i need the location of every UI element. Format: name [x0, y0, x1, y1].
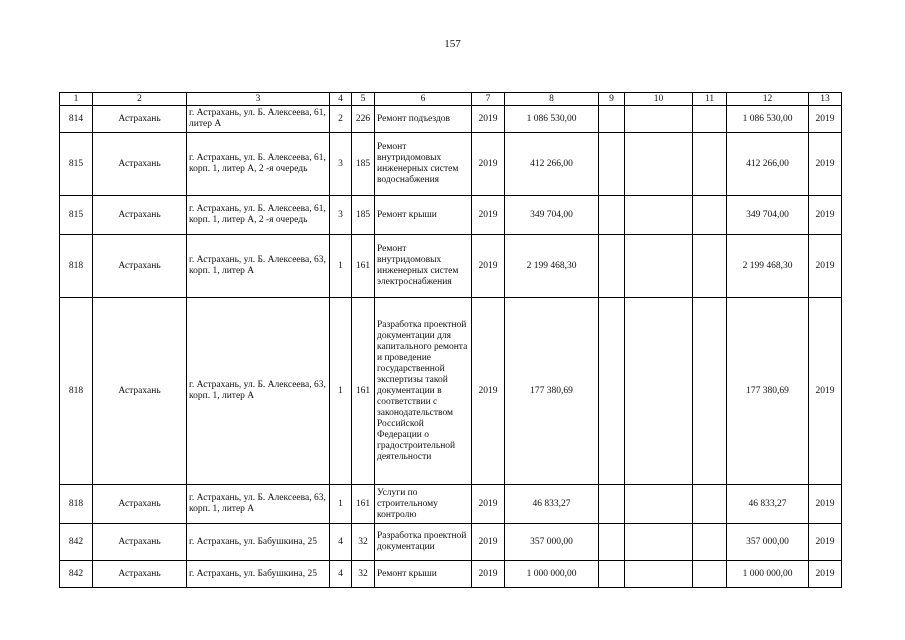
address-cell: г. Астрахань, ул. Б. Алексеева, 63, корп. 1, литер А — [187, 485, 330, 524]
amount-cell: 412 266,00 — [505, 133, 599, 196]
end-year-cell: 2019 — [809, 298, 842, 485]
column-header: 10 — [625, 93, 693, 106]
address-cell: г. Астрахань, ул. Бабушкина, 25 — [187, 561, 330, 588]
col5-cell: 32 — [352, 561, 375, 588]
total-cell: 357 000,00 — [727, 524, 809, 561]
col9-cell — [599, 106, 625, 133]
col11-cell — [693, 485, 727, 524]
table-row — [60, 561, 842, 588]
table-row — [60, 235, 842, 298]
work-type-cell: Разработка проектной документации — [375, 524, 472, 561]
end-year-cell: 2019 — [809, 196, 842, 235]
column-header: 5 — [352, 93, 375, 106]
col5-cell: 185 — [352, 133, 375, 196]
total-cell: 349 704,00 — [727, 196, 809, 235]
column-header: 9 — [599, 93, 625, 106]
column-header: 11 — [693, 93, 727, 106]
table-row — [60, 524, 842, 561]
year-cell: 2019 — [472, 524, 505, 561]
city-cell: Астрахань — [93, 485, 187, 524]
col10-cell — [625, 298, 693, 485]
city-cell: Астрахань — [93, 524, 187, 561]
address-cell: г. Астрахань, ул. Б. Алексеева, 63, корп. 1, литер А — [187, 235, 330, 298]
end-year-cell: 2019 — [809, 133, 842, 196]
col11-cell — [693, 235, 727, 298]
col4-cell: 4 — [330, 561, 352, 588]
col9-cell — [599, 298, 625, 485]
col11-cell — [693, 298, 727, 485]
amount-cell: 177 380,69 — [505, 298, 599, 485]
work-type-cell: Ремонт крыши — [375, 561, 472, 588]
column-header: 7 — [472, 93, 505, 106]
total-cell: 46 833,27 — [727, 485, 809, 524]
end-year-cell: 2019 — [809, 106, 842, 133]
table-body — [60, 93, 842, 588]
col9-cell — [599, 524, 625, 561]
capital-repair-table — [59, 92, 842, 588]
col10-cell — [625, 106, 693, 133]
column-header: 6 — [375, 93, 472, 106]
col5-cell: 185 — [352, 196, 375, 235]
row-number-cell: 815 — [60, 133, 93, 196]
year-cell: 2019 — [472, 298, 505, 485]
year-cell: 2019 — [472, 561, 505, 588]
page-number: 157 — [444, 38, 461, 50]
year-cell: 2019 — [472, 106, 505, 133]
amount-cell: 46 833,27 — [505, 485, 599, 524]
col9-cell — [599, 235, 625, 298]
col10-cell — [625, 561, 693, 588]
end-year-cell: 2019 — [809, 485, 842, 524]
amount-cell: 349 704,00 — [505, 196, 599, 235]
year-cell: 2019 — [472, 485, 505, 524]
work-type-cell: Услуги по строительному контролю — [375, 485, 472, 524]
end-year-cell: 2019 — [809, 561, 842, 588]
amount-cell: 2 199 468,30 — [505, 235, 599, 298]
total-cell: 2 199 468,30 — [727, 235, 809, 298]
city-cell: Астрахань — [93, 196, 187, 235]
city-cell: Астрахань — [93, 106, 187, 133]
col11-cell — [693, 524, 727, 561]
amount-cell: 1 000 000,00 — [505, 561, 599, 588]
row-number-cell: 818 — [60, 235, 93, 298]
col5-cell: 161 — [352, 485, 375, 524]
row-number-cell: 842 — [60, 524, 93, 561]
col10-cell — [625, 196, 693, 235]
col5-cell: 161 — [352, 235, 375, 298]
col11-cell — [693, 133, 727, 196]
table-row — [60, 106, 842, 133]
col9-cell — [599, 485, 625, 524]
column-header: 2 — [93, 93, 187, 106]
year-cell: 2019 — [472, 196, 505, 235]
total-cell: 177 380,69 — [727, 298, 809, 485]
column-header: 12 — [727, 93, 809, 106]
table-row — [60, 196, 842, 235]
work-type-cell: Ремонт внутридомовых инженерных систем водоснабжения — [375, 133, 472, 196]
row-number-cell: 815 — [60, 196, 93, 235]
row-number-cell: 842 — [60, 561, 93, 588]
col5-cell: 32 — [352, 524, 375, 561]
column-number-header-row — [60, 93, 842, 106]
table-row — [60, 485, 842, 524]
address-cell: г. Астрахань, ул. Б. Алексеева, 61, корп. 1, литер А, 2 -я очередь — [187, 196, 330, 235]
col5-cell: 161 — [352, 298, 375, 485]
col10-cell — [625, 524, 693, 561]
col11-cell — [693, 106, 727, 133]
col5-cell: 226 — [352, 106, 375, 133]
column-header: 8 — [505, 93, 599, 106]
address-cell: г. Астрахань, ул. Бабушкина, 25 — [187, 524, 330, 561]
total-cell: 1 086 530,00 — [727, 106, 809, 133]
row-number-cell: 814 — [60, 106, 93, 133]
year-cell: 2019 — [472, 133, 505, 196]
address-cell: г. Астрахань, ул. Б. Алексеева, 63, корп. 1, литер А — [187, 298, 330, 485]
table-row — [60, 298, 842, 485]
end-year-cell: 2019 — [809, 524, 842, 561]
work-type-cell: Ремонт внутридомовых инженерных систем электроснабжения — [375, 235, 472, 298]
work-type-cell: Ремонт подъездов — [375, 106, 472, 133]
col4-cell: 3 — [330, 133, 352, 196]
col9-cell — [599, 196, 625, 235]
column-header: 1 — [60, 93, 93, 106]
column-header: 4 — [330, 93, 352, 106]
amount-cell: 357 000,00 — [505, 524, 599, 561]
col4-cell: 3 — [330, 196, 352, 235]
address-cell: г. Астрахань, ул. Б. Алексеева, 61, корп. 1, литер А, 2 -я очередь — [187, 133, 330, 196]
city-cell: Астрахань — [93, 561, 187, 588]
column-header: 3 — [187, 93, 330, 106]
col10-cell — [625, 485, 693, 524]
col4-cell: 1 — [330, 235, 352, 298]
col4-cell: 1 — [330, 298, 352, 485]
city-cell: Астрахань — [93, 133, 187, 196]
col10-cell — [625, 133, 693, 196]
amount-cell: 1 086 530,00 — [505, 106, 599, 133]
col9-cell — [599, 561, 625, 588]
col4-cell: 2 — [330, 106, 352, 133]
row-number-cell: 818 — [60, 298, 93, 485]
col10-cell — [625, 235, 693, 298]
work-type-cell: Разработка проектной документации для капитального ремонта и проведение государственной экспертизы такой документации в соответствии с законодательством Российской Федерации о градостроительной деятельности — [375, 298, 472, 485]
col9-cell — [599, 133, 625, 196]
year-cell: 2019 — [472, 235, 505, 298]
address-cell: г. Астрахань, ул. Б. Алексеева, 61, литер А — [187, 106, 330, 133]
total-cell: 1 000 000,00 — [727, 561, 809, 588]
work-type-cell: Ремонт крыши — [375, 196, 472, 235]
city-cell: Астрахань — [93, 235, 187, 298]
col4-cell: 4 — [330, 524, 352, 561]
column-header: 13 — [809, 93, 842, 106]
table-row — [60, 133, 842, 196]
col11-cell — [693, 196, 727, 235]
end-year-cell: 2019 — [809, 235, 842, 298]
city-cell: Астрахань — [93, 298, 187, 485]
col4-cell: 1 — [330, 485, 352, 524]
row-number-cell: 818 — [60, 485, 93, 524]
total-cell: 412 266,00 — [727, 133, 809, 196]
col11-cell — [693, 561, 727, 588]
